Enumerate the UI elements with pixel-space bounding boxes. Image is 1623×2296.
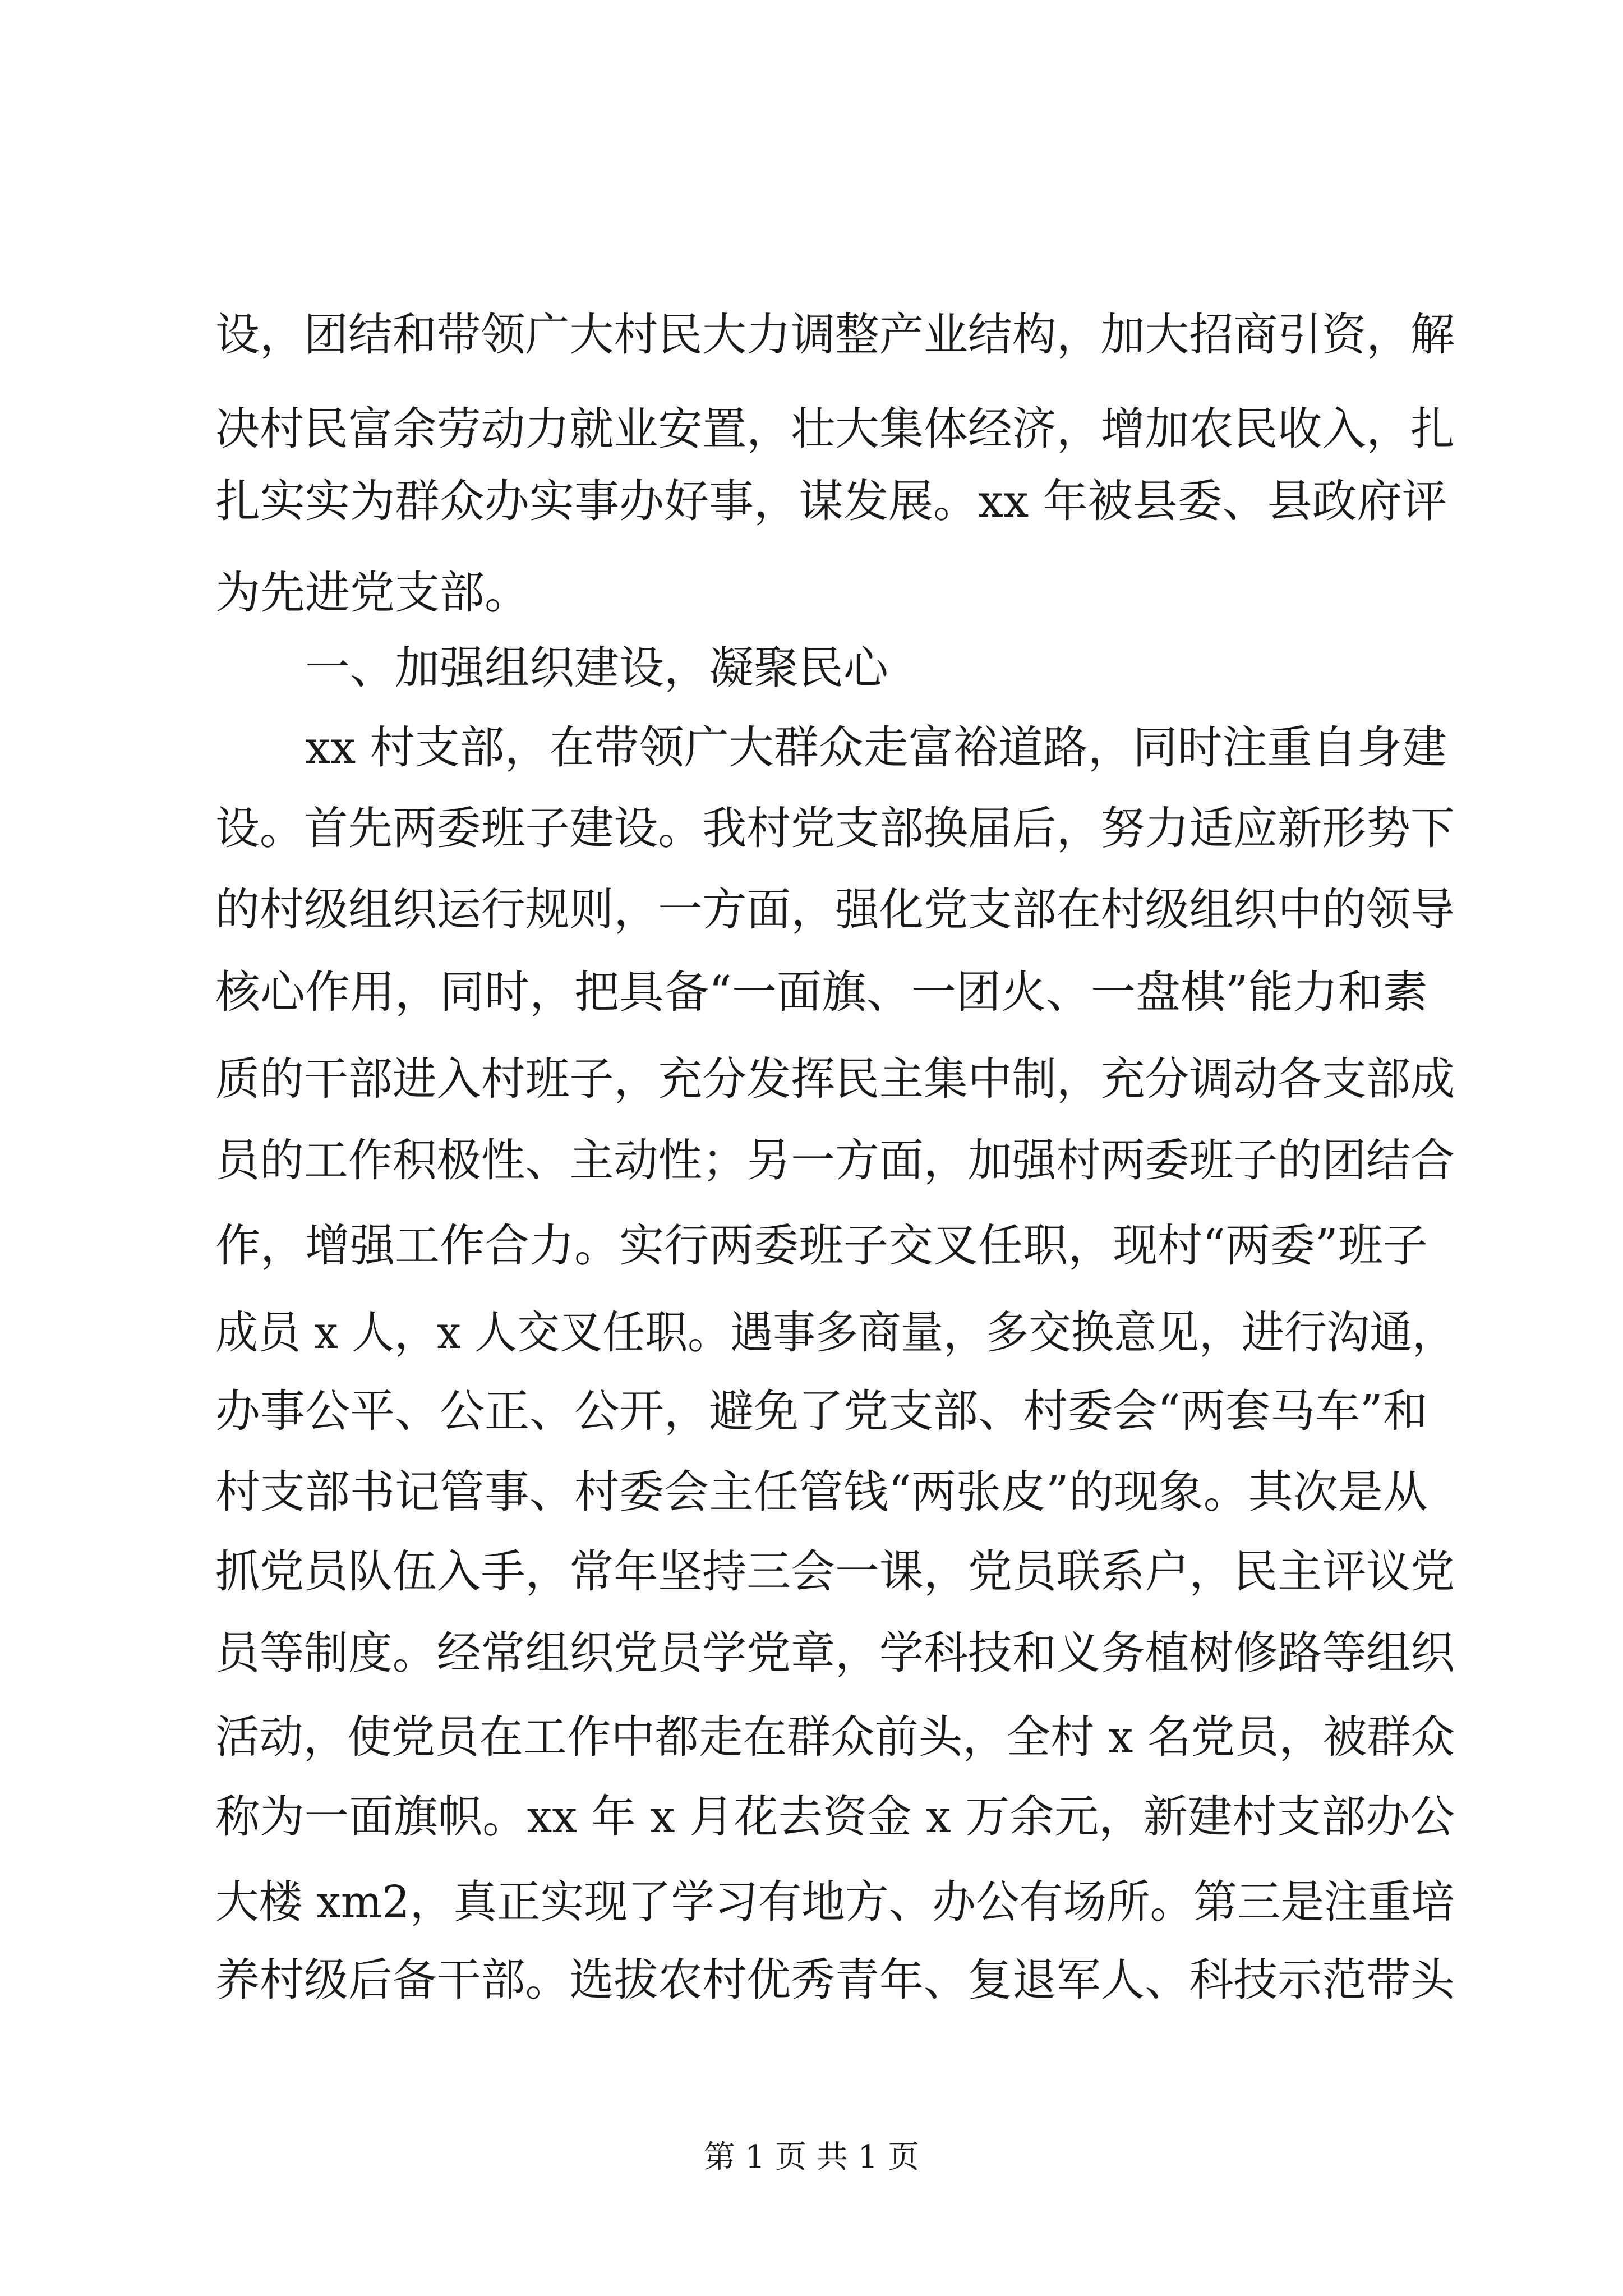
- text: 办事公平、公正、公开，避免了党支部、村委会“两套马车”和: [215, 1385, 1428, 1437]
- text: 作，增强工作合力。实行两委班子交叉任职，现村“两委”班子: [215, 1220, 1428, 1272]
- text: 大楼 xm2，真正实现了学习有地方、办公有场所。第三是注重培: [215, 1876, 1455, 1928]
- page-number-label: 第 1 页 共 1 页: [703, 2139, 920, 2175]
- text: 抓党员队伍入手，常年坚持三会一课，党员联系户，民主评议党: [215, 1545, 1455, 1598]
- text: 养村级后备干部。选拔农村优秀青年、复退军人、科技示范带头: [215, 1954, 1455, 2006]
- text: 质的干部进入村班子，充分发挥民主集中制，充分调动各支部成: [215, 1053, 1455, 1105]
- text: 村支部书记管事、村委会主任管钱“两张皮”的现象。其次是从: [215, 1466, 1428, 1518]
- text: 扎实实为群众办实事办好事，谋发展。xx 年被县委、县政府评: [215, 475, 1447, 527]
- page-footer: [0, 2135, 1623, 2180]
- text: 设，团结和带领广大村民大力调整产业结构，加大招商引资，解: [215, 309, 1455, 361]
- text: xx 村支部，在带领广大群众走富裕道路，同时注重自身建: [305, 721, 1447, 774]
- text: 称为一面旗帜。xx 年 x 月花去资金 x 万余元，新建村支部办公: [215, 1791, 1455, 1843]
- text: 的村级组织运行规则，一方面，强化党支部在村级组织中的领导: [215, 884, 1455, 936]
- text: 员的工作积极性、主动性；另一方面，加强村两委班子的团结合: [215, 1134, 1455, 1186]
- text: 活动，使党员在工作中都走在群众前头，全村 x 名党员，被群众: [215, 1711, 1455, 1763]
- text: 一、加强组织建设，凝聚民心: [305, 642, 888, 694]
- text: 成员 x 人，x 人交叉任职。遇事多商量，多交换意见，进行沟通，: [215, 1306, 1455, 1359]
- text: 核心作用，同时，把具备“一面旗、一团火、一盘棋”能力和素: [215, 966, 1428, 1018]
- text: 为先进党支部。: [215, 567, 529, 619]
- text: 设。首先两委班子建设。我村党支部换届后，努力适应新形势下: [215, 802, 1455, 854]
- text: 员等制度。经常组织党员学党章，学科技和义务植树修路等组织: [215, 1627, 1455, 1679]
- text: 决村民富余劳动力就业安置，壮大集体经济，增加农民收入，扎: [215, 403, 1455, 455]
